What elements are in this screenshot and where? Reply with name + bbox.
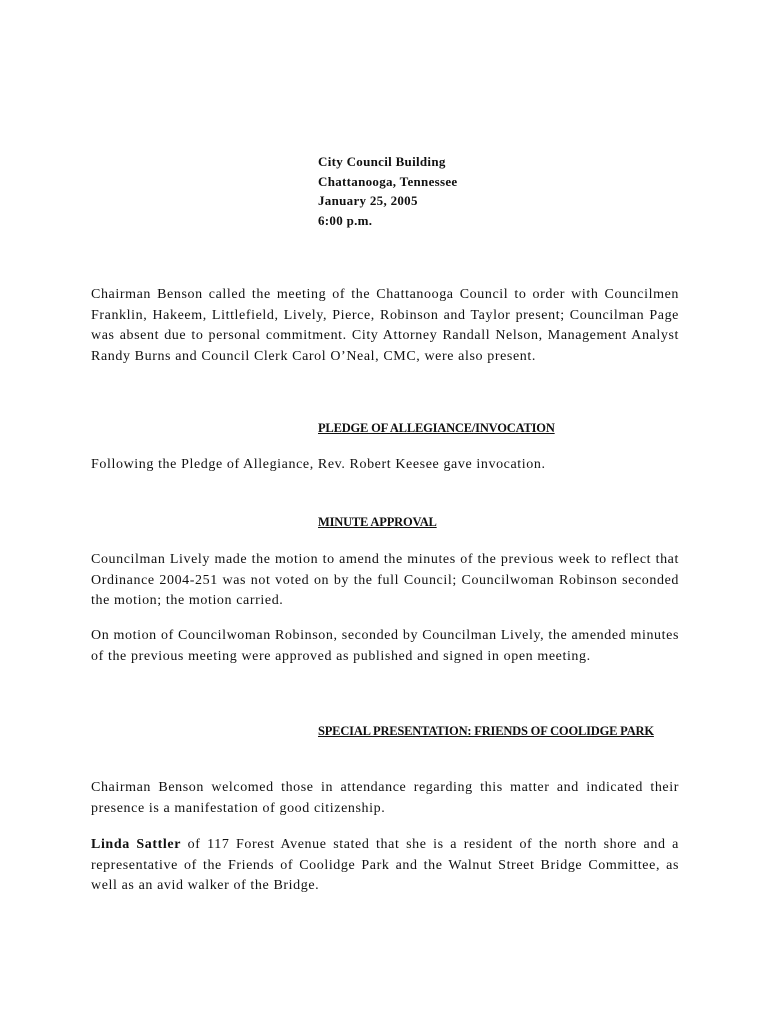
special-presentation-paragraph-1: Chairman Benson welcomed those in attendance regarding this matter and indicated their presence is a manifestation of good citizenship. bbox=[91, 780, 679, 816]
header-city: Chattanooga, Tennessee bbox=[318, 173, 458, 189]
speaker-name: Linda Sattler bbox=[91, 837, 182, 852]
meeting-header bbox=[318, 152, 618, 230]
speaker-statement: of 117 Forest Avenue stated that she is a resident of the north shore and a representative of the Friends of Coolidge Park and the Walnut Street Bridge Committee, as well as an avid walker of the Bridge. bbox=[91, 837, 679, 893]
minute-approval-paragraph-2: On motion of Councilwoman Robinson, seconded by Councilman Lively, the amended minutes of the previous meeting were approved as published and signed in open meeting. bbox=[91, 628, 679, 664]
special-presentation-paragraph-2 bbox=[91, 835, 679, 897]
minute-approval-paragraph-1: Councilman Lively made the motion to amend the minutes of the previous week to reflect that Ordinance 2004-251 was not voted on by the full Council; Councilwoman Robinson seconded the motion; the motion carried. bbox=[91, 552, 679, 608]
pledge-paragraph: Following the Pledge of Allegiance, Rev. Robert Keesee gave invocation. bbox=[91, 457, 546, 472]
pledge-section-title: PLEDGE OF ALLEGIANCE/INVOCATION bbox=[318, 421, 555, 435]
minute-approval-title: MINUTE APPROVAL bbox=[318, 515, 437, 529]
header-date: January 25, 2005 bbox=[318, 193, 418, 208]
special-presentation-title: SPECIAL PRESENTATION: FRIENDS OF COOLIDGE PARK bbox=[318, 724, 654, 738]
header-location: City Council Building bbox=[318, 154, 446, 169]
opening-paragraph: Chairman Benson called the meeting of the Chattanooga Council to order with Councilmen Franklin, Hakeem, Littlefield, Lively, Pierce, Robinson and Taylor present; Councilman Page was absent due to personal commitment. City Attorney Randall Nelson, Management Analyst Randy Burns and Council Clerk Carol O’Neal, CMC, were also present. bbox=[91, 287, 679, 364]
header-time: 6:00 p.m. bbox=[318, 212, 373, 228]
